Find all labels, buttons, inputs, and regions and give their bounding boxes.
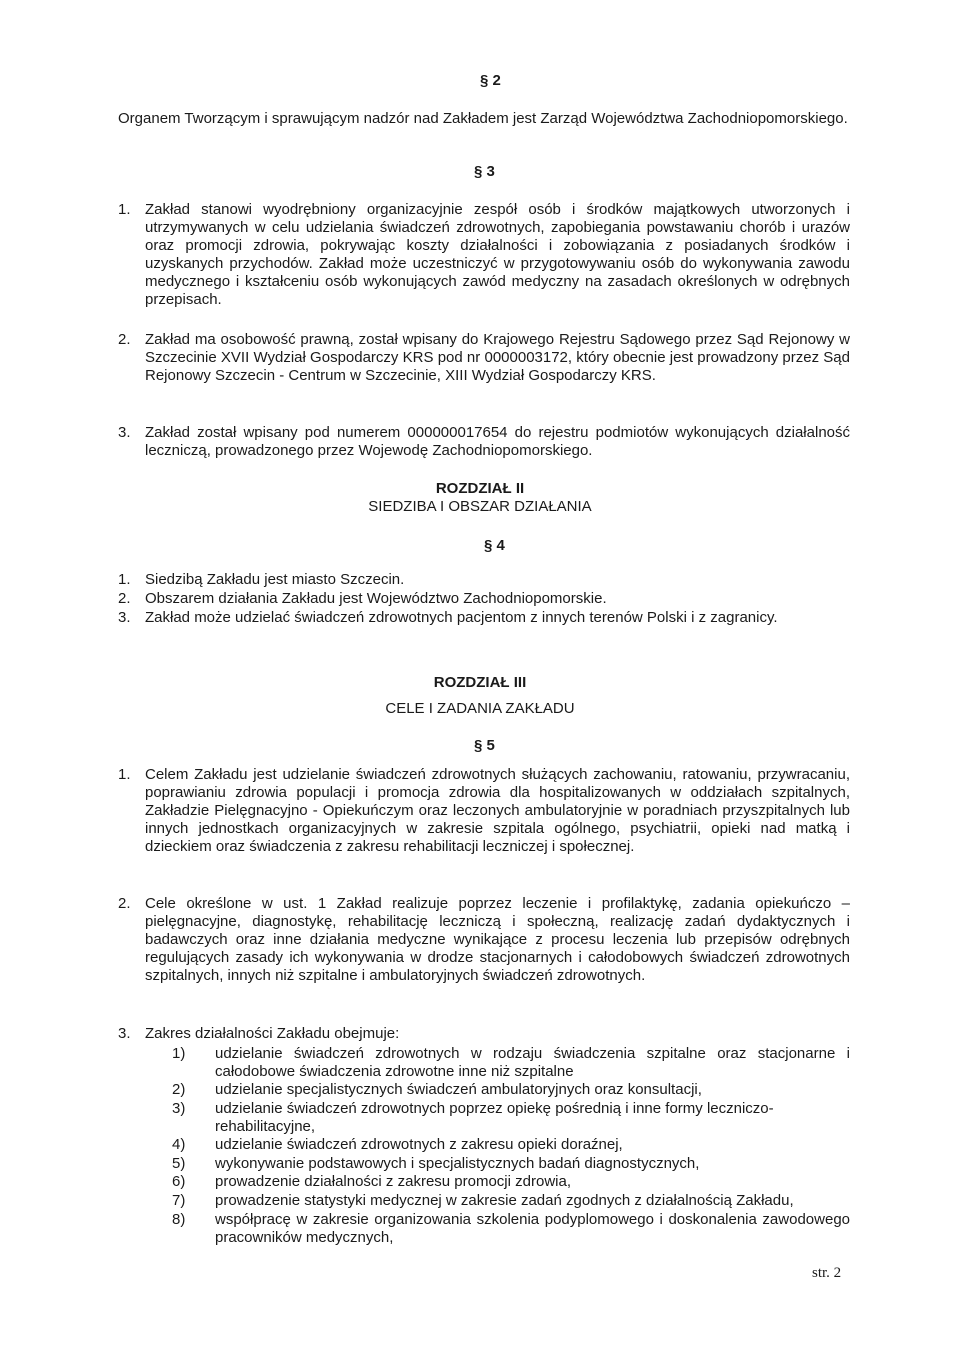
sublist-number: 6) [172,1173,186,1190]
list-number: 2. [118,895,131,912]
list-number: 3. [118,424,131,441]
sublist-item-text: wykonywanie podstawowych i specjalistycznych badań diagnostycznych, [215,1155,700,1172]
page-number: str. 2 [812,1265,842,1281]
chapter-subtitle: CELE I ZADANIA ZAKŁADU [385,700,575,717]
list-number: 3. [118,609,131,626]
sublist-number: 8) [172,1211,186,1228]
chapter-title: ROZDZIAŁ III [433,674,527,691]
list-item-text: Zakład został wpisany pod numerem 000000017654 do rejestru podmiotów wykonujących działalność leczniczą, prowadzonego przez Wojewodę Zachodniopomorskiego. [145,424,850,459]
sublist-item-text: udzielanie świadczeń zdrowotnych w rodzaju świadczenia szpitalne oraz stacjonarne i całodobowe świadczenia zdrowotne inne niż szpitalne [215,1045,850,1080]
list-number: 1. [118,766,131,783]
section-heading: § 4 [484,537,505,554]
sublist-number: 2) [172,1081,186,1098]
list-number: 1. [118,201,131,218]
sublist-item-text: prowadzenie działalności z zakresu promocji zdrowia, [215,1173,571,1190]
sublist-number: 7) [172,1192,186,1209]
list-number: 2. [118,590,131,607]
section-heading: § 5 [474,737,495,754]
list-item-text: Zakład może udzielać świadczeń zdrowotnych pacjentom z innych terenów Polski i z zagranicy. [145,609,778,626]
list-item-text: Zakład stanowi wyodrębniony organizacyjnie zespół osób i środków majątkowych utworzonych i utrzymywanych w celu udzielania świadczeń zdrowotnych, zapobiegania powstawaniu chorób i urazów oraz promocji zdrowia, pokrywając koszty działalności i zobowiązania z posiadanych środków i uzyskanych przychodów. Zakład może uczestniczyć w przygotowywaniu osób do wykonywania zawodu medycznego i kształceniu osób wykonujących zawód medyczny na zasadach określonych w odrębnych przepisach. [145,201,850,308]
sublist-item-text: udzielanie świadczeń zdrowotnych z zakresu opieki doraźnej, [215,1136,623,1153]
sublist-item-text: udzielanie specjalistycznych świadczeń ambulatoryjnych oraz konsultacji, [215,1081,702,1098]
sublist-item-text: udzielanie świadczeń zdrowotnych poprzez opiekę pośrednią i inne formy leczniczo-rehabilitacyjne, [215,1100,774,1135]
paragraph: Organem Tworzącym i sprawującym nadzór nad Zakładem jest Zarząd Województwa Zachodniopomorskiego. [118,110,848,127]
sublist-item-text: prowadzenie statystyki medycznej w zakresie zadań zgodnych z działalnością Zakładu, [215,1192,794,1209]
section-heading: § 2 [480,72,501,89]
list-number: 2. [118,331,131,348]
sublist-number: 3) [172,1100,186,1117]
list-item-text: Obszarem działania Zakładu jest Województwo Zachodniopomorskie. [145,590,607,607]
sublist-item-text: współpracę w zakresie organizowania szkolenia podyplomowego i doskonalenia zawodowego pracowników medycznych, [215,1211,850,1246]
list-item-text: Siedzibą Zakładu jest miasto Szczecin. [145,571,405,588]
sublist-number: 4) [172,1136,186,1153]
sublist-number: 5) [172,1155,186,1172]
section-heading: § 3 [474,163,495,180]
list-item-text: Zakres działalności Zakładu obejmuje: [145,1025,400,1042]
list-item-text: Cele określone w ust. 1 Zakład realizuje poprzez leczenie i profilaktykę, zadania opiekuńczo – pielęgnacyjne, diagnostykę, rehabilitację leczniczą i społeczną, realizację zadań dydaktycznych i badawczych oraz inne działania medyczne wynikające z procesu leczenia lub przepisów odrębnych regulujących zasady ich wykonywania w drodze stacjonarnych i całodobowych świadczeń zdrowotnych szpitalnych, innych niż szpitalne i ambulatoryjnych świadczeń zdrowotnych. [145,895,850,984]
chapter-title: ROZDZIAŁ II [435,480,525,497]
list-number: 1. [118,571,131,588]
sublist-number: 1) [172,1045,186,1062]
list-number: 3. [118,1025,131,1042]
list-item-text: Celem Zakładu jest udzielanie świadczeń zdrowotnych służących zachowaniu, ratowaniu, przywracaniu, poprawianiu zdrowia populacji i promocja zdrowia dla hospitalizowanych w oddziałach szpitalnych, Zakładzie Pielęgnacyjno - Opiekuńczym oraz leczonych ambulatoryjnie w poradniach przyszpitalnych lub innych jednostkach organizacyjnych w zakresie szpitala ogólnego, psychiatrii, opieki nad matką i dzieckiem oraz świadczenia z zakresu rehabilitacji leczniczej i społecznej. [145,766,850,855]
list-item-text: Zakład ma osobowość prawną, został wpisany do Krajowego Rejestru Sądowego przez Sąd Rejonowy w Szczecinie XVII Wydział Gospodarczy KRS pod nr 0000003172, który obecnie jest prowadzony przez Sąd Rejonowy Szczecin - Centrum w Szczecinie, XIII Wydział Gospodarczy KRS. [145,331,850,384]
chapter-subtitle: SIEDZIBA I OBSZAR DZIAŁANIA [368,498,592,515]
